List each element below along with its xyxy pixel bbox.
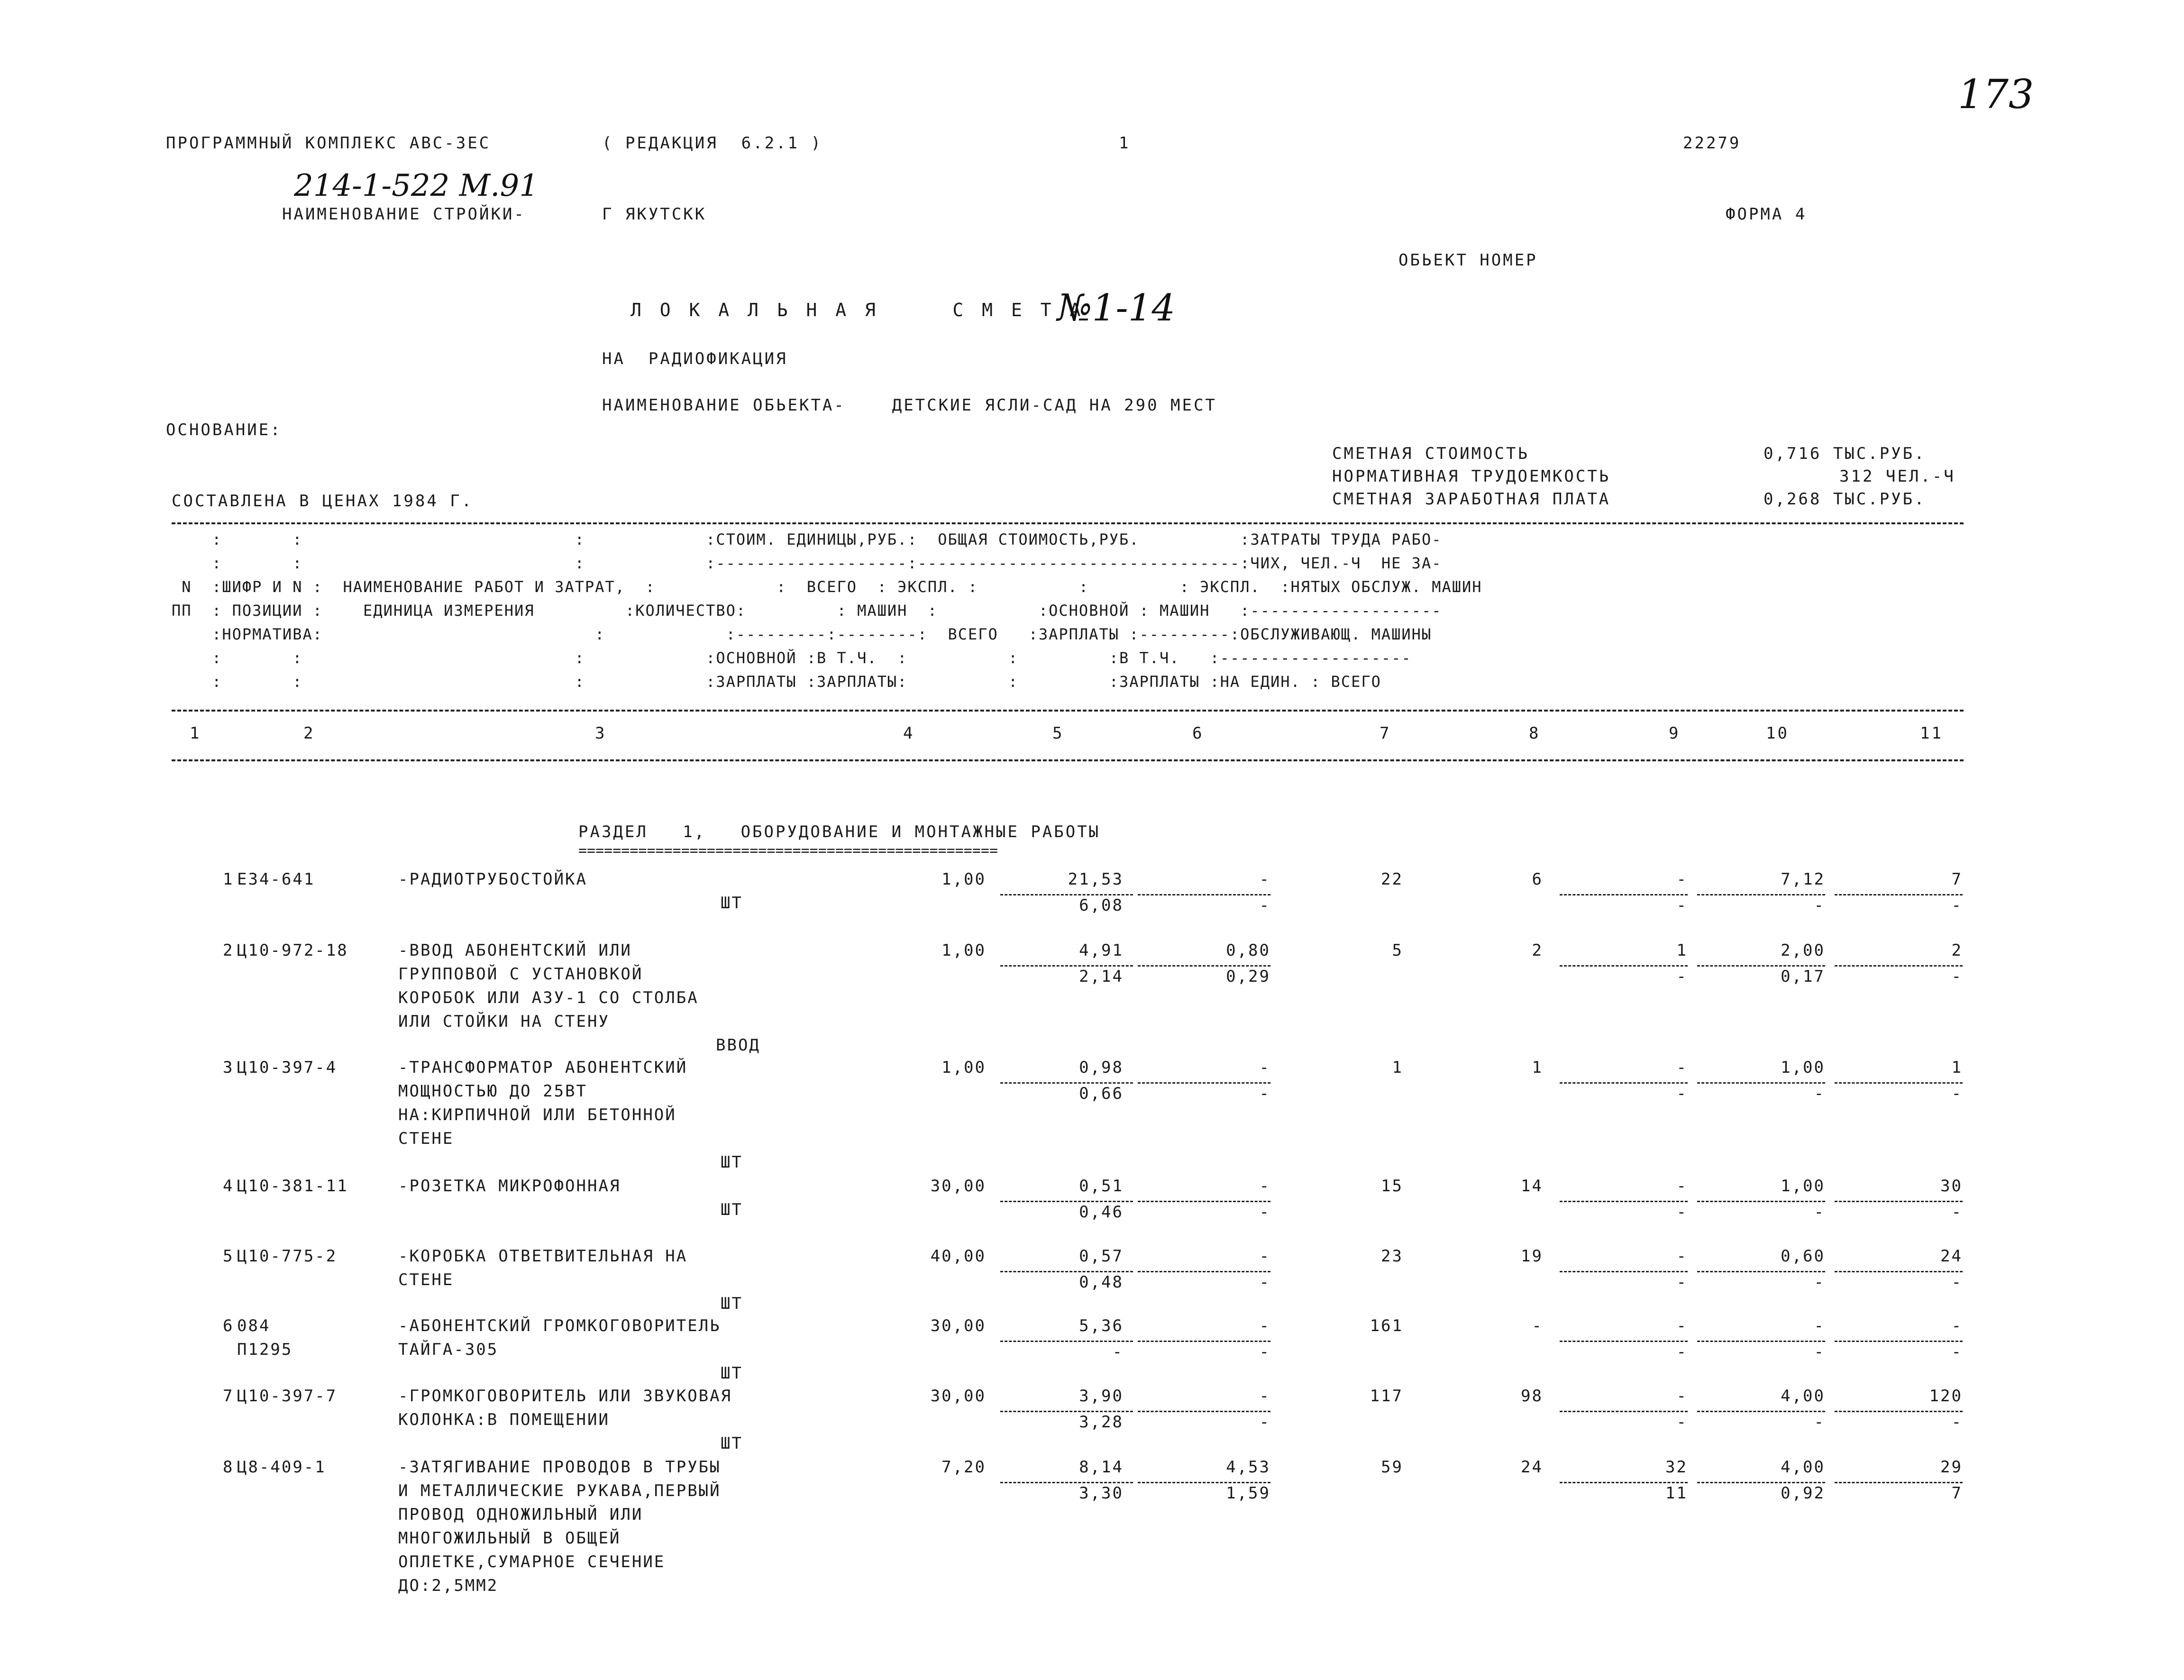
row-unit-machine-wage: -: [1259, 1203, 1270, 1222]
row-total-wage: -: [1532, 1316, 1543, 1335]
row-separator: [1835, 1271, 1963, 1272]
row-name-line: -РОЗЕТКА МИКРОФОННАЯ: [398, 1177, 621, 1196]
row-separator: [1000, 1082, 1133, 1084]
row-service-per-unit: 0,92: [1781, 1484, 1825, 1503]
row-unit-machine-wage: -: [1259, 1084, 1270, 1103]
row-unit-wage: 0,48: [1079, 1273, 1124, 1292]
row-code: Ц8-409-1: [237, 1458, 326, 1477]
row-total-machines: 32: [1665, 1458, 1688, 1477]
row-service-total: -: [1951, 1413, 1963, 1432]
row-separator: [1000, 1341, 1133, 1342]
object-name: НАИМЕНОВАНИЕ ОБЬЕКТА- ДЕТСКИЕ ЯСЛИ-САД НА 290 МЕСТ: [602, 396, 1217, 415]
row-separator: [1835, 965, 1963, 967]
row-unit-machine-wage: 0,29: [1226, 967, 1270, 986]
row-name-line: -ТРАНСФОРМАТОР АБОНЕНТСКИЙ: [398, 1058, 688, 1077]
document-title: Л О К А Л Ь Н А Я С М Е Т А: [631, 300, 1085, 320]
row-unit-wage: 0,46: [1079, 1203, 1124, 1222]
row-separator: [1560, 965, 1688, 967]
estimate-number: №1-14: [1057, 287, 1176, 329]
row-separator: [1560, 1411, 1688, 1412]
row-unit-wage: 6,08: [1079, 896, 1124, 915]
row-name-line: -ВВОД АБОНЕНТСКИЙ ИЛИ: [398, 941, 632, 960]
row-separator: [1697, 1341, 1825, 1342]
row-unit-wage: 2,14: [1079, 967, 1124, 986]
row-separator: [1697, 1201, 1825, 1202]
row-name-line: МНОГОЖИЛЬНЫЙ В ОБЩЕЙ: [398, 1529, 621, 1548]
summary-value-cost: 0,716 ТЫС.РУБ.: [1764, 444, 1926, 463]
row-unit-total: 5,36: [1079, 1316, 1124, 1335]
row-quantity: 30,00: [930, 1387, 986, 1406]
row-number: 8: [223, 1458, 234, 1477]
row-labor-per-unit: 4,00: [1781, 1387, 1825, 1406]
row-quantity: 1,00: [941, 941, 986, 960]
row-separator: [1697, 894, 1825, 895]
row-unit-machines: -: [1259, 1316, 1270, 1335]
row-machine-wage: 11: [1665, 1484, 1688, 1503]
row-code: Ц10-397-4: [237, 1058, 338, 1077]
column-number: 4: [903, 724, 915, 743]
row-labor-total: 30: [1940, 1177, 1963, 1196]
row-total: 5: [1392, 941, 1403, 960]
row-labor-per-unit: 1,00: [1781, 1177, 1825, 1196]
row-service-total: -: [1951, 1203, 1963, 1222]
column-number: 5: [1052, 724, 1064, 743]
row-number: 2: [223, 941, 234, 960]
row-quantity: 7,20: [941, 1458, 986, 1477]
row-separator: [1000, 1271, 1133, 1272]
row-total-wage: 98: [1521, 1387, 1543, 1406]
row-separator: [1000, 1482, 1133, 1483]
row-unit-machines: -: [1259, 870, 1270, 889]
row-unit: ШТ: [721, 1434, 743, 1453]
row-unit: ШТ: [721, 1364, 743, 1383]
row-unit-total: 21,53: [1068, 870, 1124, 889]
row-machine-wage: -: [1676, 1413, 1688, 1432]
row-unit-machine-wage: 1,59: [1226, 1484, 1270, 1503]
row-name-line: МОЩНОСТЬЮ ДО 25ВТ: [398, 1082, 587, 1101]
row-name-line: -ЗАТЯГИВАНИЕ ПРОВОДОВ В ТРУБЫ: [398, 1458, 721, 1477]
row-name-line: КОЛОНКА:В ПОМЕЩЕНИИ: [398, 1410, 610, 1429]
column-number: 8: [1529, 724, 1541, 743]
row-labor-per-unit: -: [1814, 1316, 1825, 1335]
row-service-total: -: [1951, 1273, 1963, 1292]
row-service-per-unit: -: [1814, 896, 1825, 915]
row-service-total: -: [1951, 896, 1963, 915]
row-total-wage: 1: [1532, 1058, 1543, 1077]
row-number: 3: [223, 1058, 234, 1077]
row-total-wage: 2: [1532, 941, 1543, 960]
row-quantity: 1,00: [941, 870, 986, 889]
row-name-line: ОПЛЕТКЕ,СУМАРНОЕ СЕЧЕНИЕ: [398, 1552, 666, 1571]
row-unit-machines: -: [1259, 1058, 1270, 1077]
row-name-line: ИЛИ СТОЙКИ НА СТЕНУ: [398, 1012, 610, 1031]
row-labor-per-unit: 1,00: [1781, 1058, 1825, 1077]
column-number: 1: [190, 724, 201, 743]
row-total-wage: 19: [1521, 1247, 1543, 1266]
row-number: 7: [223, 1387, 234, 1406]
row-total-machines: -: [1676, 1247, 1688, 1266]
column-number: 2: [303, 724, 315, 743]
column-number: 10: [1766, 724, 1789, 743]
row-unit: ШТ: [721, 1200, 743, 1219]
row-separator: [1560, 1082, 1688, 1084]
row-number: 6: [223, 1316, 234, 1335]
row-separator: [1138, 1411, 1270, 1412]
construction-value: Г ЯКУТСКК: [602, 205, 707, 224]
row-separator: [1697, 1271, 1825, 1272]
row-unit: ВВОД: [716, 1036, 760, 1055]
row-unit-machine-wage: -: [1259, 1342, 1270, 1361]
row-unit: ШТ: [721, 1153, 743, 1172]
row-name-line: СТЕНЕ: [398, 1270, 454, 1289]
row-total-machines: -: [1676, 1387, 1688, 1406]
row-separator: [1000, 1411, 1133, 1412]
header-line: ПП : ПОЗИЦИИ : ЕДИНИЦА ИЗМЕРЕНИЯ :КОЛИЧЕСТВО: : МАШИН : :ОСНОВНОЙ : МАШИН :-------------------: [172, 602, 1442, 620]
column-number: 9: [1669, 724, 1681, 743]
row-name-line: ПРОВОД ОДНОЖИЛЬНЫЙ ИЛИ: [398, 1505, 643, 1524]
row-unit-machines: -: [1259, 1247, 1270, 1266]
row-unit-machine-wage: -: [1259, 1273, 1270, 1292]
row-code: Ц10-381-11: [237, 1177, 348, 1196]
row-unit-machines: 4,53: [1226, 1458, 1270, 1477]
row-total-wage: 14: [1521, 1177, 1543, 1196]
row-total-machines: -: [1676, 1177, 1688, 1196]
header-line: : : : :ЗАРПЛАТЫ :ЗАРПЛАТЫ: : :ЗАРПЛАТЫ :НА ЕДИН. : ВСЕГО: [172, 673, 1381, 691]
compiled-prices: СОСТАВЛЕНА В ЦЕНАХ 1984 Г.: [172, 492, 474, 511]
row-separator: [1138, 1482, 1270, 1483]
row-total-machines: 1: [1676, 941, 1688, 960]
row-machine-wage: -: [1676, 967, 1688, 986]
row-service-per-unit: -: [1814, 1203, 1825, 1222]
row-total: 117: [1370, 1387, 1403, 1406]
row-labor-total: 24: [1940, 1247, 1963, 1266]
row-code: Ц10-972-18: [237, 941, 348, 960]
page-number: 173: [1958, 71, 2034, 118]
summary-label-wage: СМЕТНАЯ ЗАРАБОТНАЯ ПЛАТА: [1332, 490, 1611, 509]
row-service-total: -: [1951, 1084, 1963, 1103]
row-separator: [1835, 1411, 1963, 1412]
row-labor-total: 7: [1951, 870, 1963, 889]
row-number: 1: [223, 870, 234, 889]
row-service-per-unit: -: [1814, 1413, 1825, 1432]
row-separator: [1560, 1482, 1688, 1483]
row-unit-wage: -: [1112, 1342, 1124, 1361]
row-service-per-unit: -: [1814, 1273, 1825, 1292]
row-service-per-unit: 0,17: [1781, 967, 1825, 986]
row-separator: [1835, 1482, 1963, 1483]
row-name-line: КОРОБОК ИЛИ АЗУ-1 СО СТОЛБА: [398, 988, 699, 1007]
row-separator: [1138, 1201, 1270, 1202]
row-unit-machine-wage: -: [1259, 1413, 1270, 1432]
row-labor-total: -: [1951, 1316, 1963, 1335]
header-line: : : : :ОСНОВНОЙ :В Т.Ч. : : :В Т.Ч. :-------------------: [172, 649, 1412, 667]
row-number: 4: [223, 1177, 234, 1196]
row-labor-total: 29: [1940, 1458, 1963, 1477]
header-line: :НОРМАТИВА: : :---------:--------: ВСЕГО :ЗАРПЛАТЫ :---------:ОБСЛУЖИВАЮЩ. МАШИНЫ: [172, 625, 1432, 643]
row-machine-wage: -: [1676, 896, 1688, 915]
row-separator: [1697, 965, 1825, 967]
row-total: 22: [1381, 870, 1403, 889]
row-service-per-unit: -: [1814, 1084, 1825, 1103]
row-name-line: ДО:2,5ММ2: [398, 1576, 499, 1595]
row-labor-per-unit: 4,00: [1781, 1458, 1825, 1477]
row-unit-wage: 3,30: [1079, 1484, 1124, 1503]
row-separator: [1138, 1082, 1270, 1084]
edition: ( РЕДАКЦИЯ 6.2.1 ): [602, 134, 822, 153]
summary-value-labor: 312 ЧЕЛ.-Ч: [1839, 467, 1956, 486]
row-separator: [1560, 894, 1688, 895]
row-labor-total: 2: [1951, 941, 1963, 960]
row-separator: [1138, 1341, 1270, 1342]
document-code: 22279: [1683, 134, 1741, 153]
row-name-line: -ГРОМКОГОВОРИТЕЛЬ ИЛИ ЗВУКОВАЯ: [398, 1387, 732, 1406]
row-separator: [1835, 1082, 1963, 1084]
row-service-per-unit: -: [1814, 1342, 1825, 1361]
row-labor-per-unit: 7,12: [1781, 870, 1825, 889]
row-service-total: 7: [1951, 1484, 1963, 1503]
header-rule-bottom: [172, 759, 1964, 761]
row-name-line: -АБОНЕНТСКИЙ ГРОМКОГОВОРИТЕЛЬ: [398, 1316, 721, 1335]
row-name-line: НА:КИРПИЧНОЙ ИЛИ БЕТОННОЙ: [398, 1105, 676, 1124]
summary-value-wage: 0,268 ТЫС.РУБ.: [1764, 490, 1926, 509]
row-unit-total: 8,14: [1079, 1458, 1124, 1477]
object-number: ОБЬЕКТ НОМЕР: [1398, 251, 1538, 270]
row-total-machines: -: [1676, 1316, 1688, 1335]
section-title: РАЗДЕЛ 1, ОБОРУДОВАНИЕ И МОНТАЖНЫЕ РАБОТЫ: [578, 822, 1101, 841]
basis-label: ОСНОВАНИЕ:: [166, 420, 282, 439]
column-number: 11: [1920, 724, 1943, 743]
row-total: 23: [1381, 1247, 1403, 1266]
row-unit-machines: -: [1259, 1387, 1270, 1406]
row-machine-wage: -: [1676, 1342, 1688, 1361]
row-labor-total: 1: [1951, 1058, 1963, 1077]
row-machine-wage: -: [1676, 1273, 1688, 1292]
row-name-line: ТАЙГА-305: [398, 1340, 499, 1359]
row-unit: ШТ: [721, 1294, 743, 1313]
row-code: 084: [237, 1316, 271, 1335]
construction-label: НАИМЕНОВАНИЕ СТРОЙКИ-: [282, 205, 526, 224]
header-line: : : : :СТОИМ. ЕДИНИЦЫ,РУБ.: ОБЩАЯ СТОИМОСТЬ,РУБ. :ЗАТРАТЫ ТРУДА РАБО-: [172, 530, 1442, 548]
row-separator: [1560, 1271, 1688, 1272]
row-separator: [1560, 1201, 1688, 1202]
row-name-line: -РАДИОТРУБОСТОЙКА: [398, 870, 587, 889]
column-number: 3: [595, 724, 607, 743]
row-unit-total: 3,90: [1079, 1387, 1124, 1406]
row-code: Ц10-775-2: [237, 1247, 338, 1266]
row-unit-wage: 3,28: [1079, 1413, 1124, 1432]
row-code-extra: П1295: [237, 1340, 293, 1359]
row-labor-per-unit: 0,60: [1781, 1247, 1825, 1266]
project-code: 214-1-522 М.91: [294, 168, 539, 203]
row-separator: [1835, 894, 1963, 895]
row-unit-total: 0,57: [1079, 1247, 1124, 1266]
row-total-machines: -: [1676, 870, 1688, 889]
row-unit-total: 0,51: [1079, 1177, 1124, 1196]
summary-label-labor: НОРМАТИВНАЯ ТРУДОЕМКОСТЬ: [1332, 467, 1611, 486]
header-line: : : : :-------------------:--------------------------------:ЧИХ, ЧЕЛ.-Ч НЕ ЗА-: [172, 554, 1442, 572]
row-separator: [1000, 894, 1133, 895]
row-total-machines: -: [1676, 1058, 1688, 1077]
header-rule-top: [172, 522, 1964, 524]
row-name-line: СТЕНЕ: [398, 1129, 454, 1148]
row-separator: [1000, 965, 1133, 967]
row-unit: ШТ: [721, 894, 743, 913]
form-label: ФОРМА 4: [1726, 205, 1807, 224]
summary-label-cost: СМЕТНАЯ СТОИМОСТЬ: [1332, 444, 1529, 463]
row-unit-machine-wage: -: [1259, 896, 1270, 915]
row-machine-wage: -: [1676, 1203, 1688, 1222]
row-total: 15: [1381, 1177, 1403, 1196]
row-separator: [1835, 1201, 1963, 1202]
row-unit-total: 4,91: [1079, 941, 1124, 960]
section-underline: =================================================: [578, 842, 998, 859]
row-separator: [1138, 894, 1270, 895]
column-number: 7: [1380, 724, 1391, 743]
row-quantity: 1,00: [941, 1058, 986, 1077]
row-machine-wage: -: [1676, 1084, 1688, 1103]
row-service-total: -: [1951, 1342, 1963, 1361]
row-separator: [1138, 1271, 1270, 1272]
row-separator: [1697, 1482, 1825, 1483]
row-total: 1: [1392, 1058, 1403, 1077]
row-code: Ц10-397-7: [237, 1387, 338, 1406]
row-quantity: 30,00: [930, 1177, 986, 1196]
row-quantity: 40,00: [930, 1247, 986, 1266]
sheet-number: 1: [1119, 134, 1131, 153]
row-unit-machines: -: [1259, 1177, 1270, 1196]
row-number: 5: [223, 1247, 234, 1266]
header-line: N :ШИФР И N : НАИМЕНОВАНИЕ РАБОТ И ЗАТРАТ, : : ВСЕГО : ЭКСПЛ. : : : ЭКСПЛ. :НЯТЫХ ОБСЛУЖ. МАШИН: [172, 578, 1482, 596]
header-rule-mid: [172, 710, 1964, 712]
column-number: 6: [1192, 724, 1204, 743]
row-total: 161: [1370, 1316, 1403, 1335]
program-name: ПРОГРАММНЫЙ КОМПЛЕКС АВС-3ЕС: [166, 134, 491, 153]
row-separator: [1697, 1082, 1825, 1084]
row-name-line: И МЕТАЛЛИЧЕСКИЕ РУКАВА,ПЕРВЫЙ: [398, 1481, 721, 1500]
row-unit-total: 0,98: [1079, 1058, 1124, 1077]
row-total: 59: [1381, 1458, 1403, 1477]
row-service-total: -: [1951, 967, 1963, 986]
row-separator: [1138, 965, 1270, 967]
row-labor-per-unit: 2,00: [1781, 941, 1825, 960]
row-unit-machines: 0,80: [1226, 941, 1270, 960]
row-total-wage: 24: [1521, 1458, 1543, 1477]
row-separator: [1560, 1341, 1688, 1342]
row-name-line: -КОРОБКА ОТВЕТВИТЕЛЬНАЯ НА: [398, 1247, 688, 1266]
row-name-line: ГРУППОВОЙ С УСТАНОВКОЙ: [398, 965, 643, 984]
row-quantity: 30,00: [930, 1316, 986, 1335]
row-separator: [1835, 1341, 1963, 1342]
row-total-wage: 6: [1532, 870, 1543, 889]
row-separator: [1000, 1201, 1133, 1202]
subject: НА РАДИОФИКАЦИЯ: [602, 349, 788, 368]
row-labor-total: 120: [1929, 1387, 1963, 1406]
row-unit-wage: 0,66: [1079, 1084, 1124, 1103]
row-code: Е34-641: [237, 870, 315, 889]
row-separator: [1697, 1411, 1825, 1412]
